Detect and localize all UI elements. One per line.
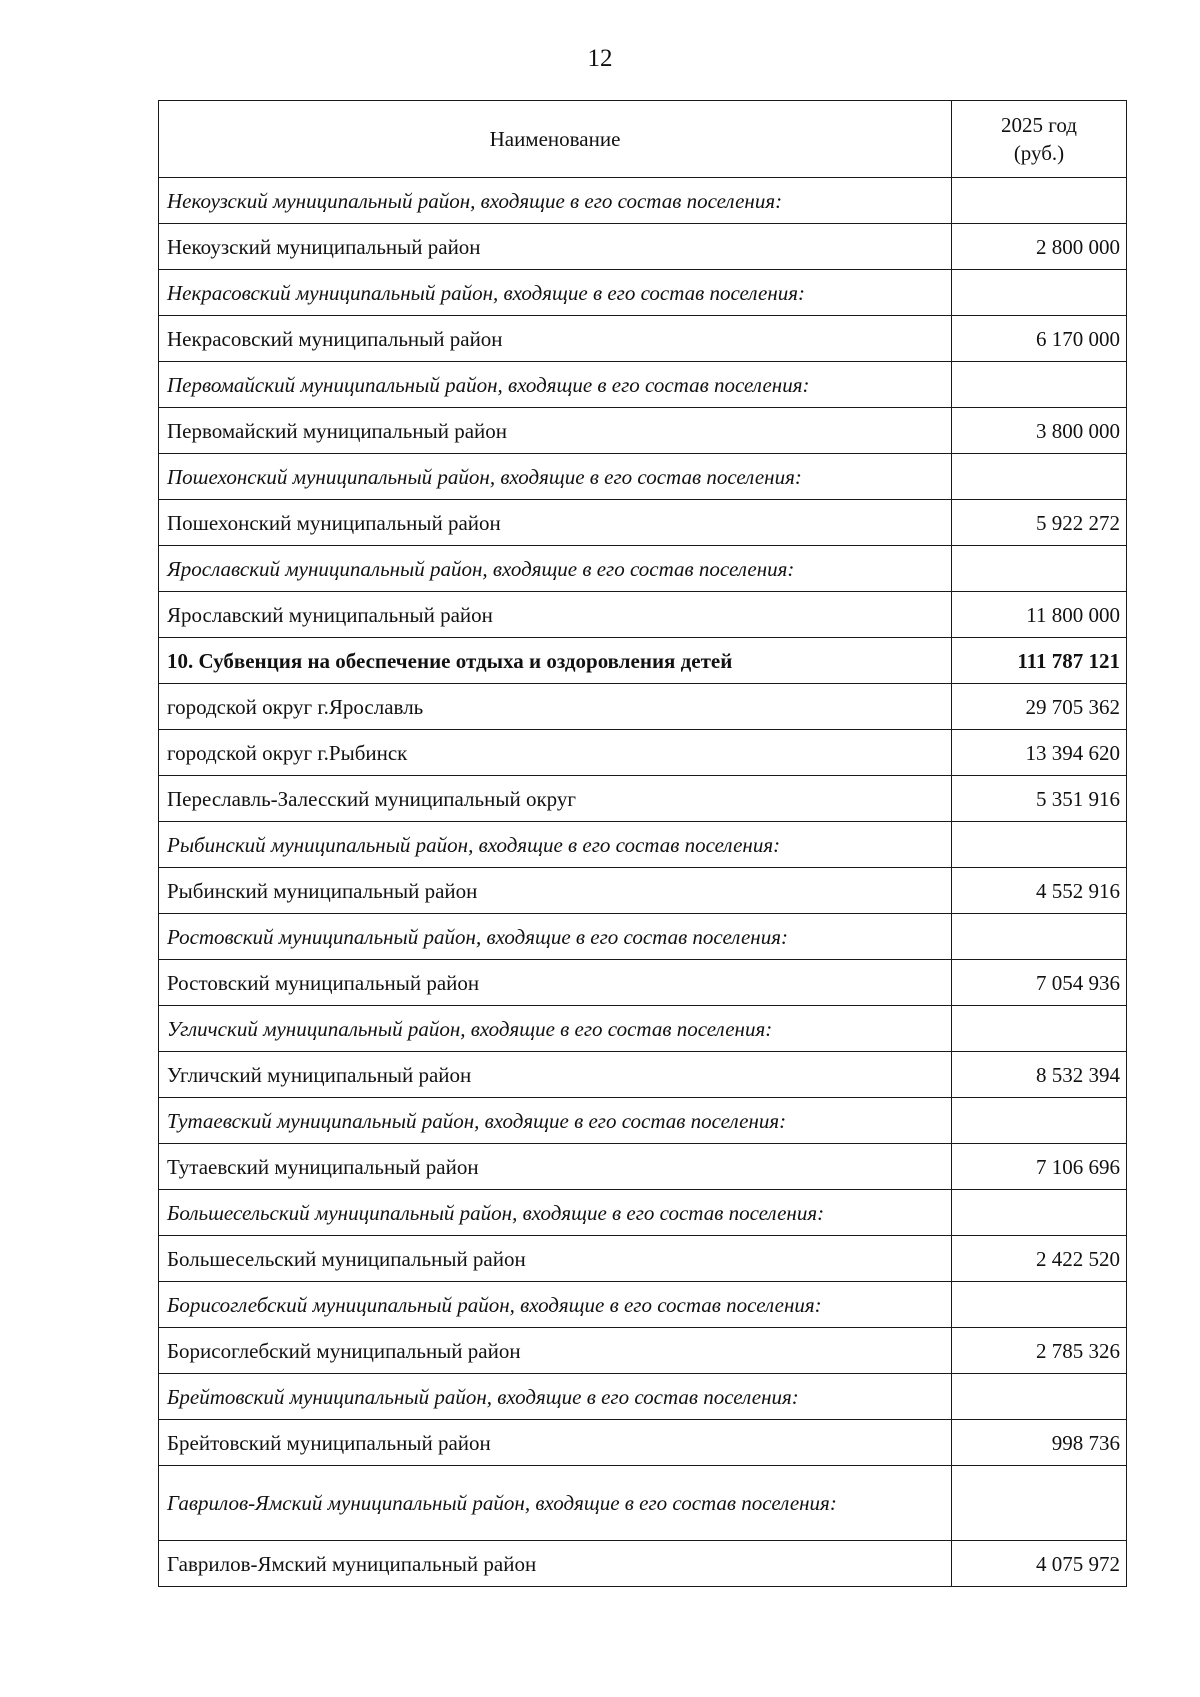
table-row (159, 500, 1127, 546)
group-heading-cell: Некоузский муниципальный район, входящие в его состав поселения: (159, 178, 952, 224)
row-amount-cell (952, 178, 1127, 224)
row-name-cell: Пошехонский муниципальный район (159, 500, 952, 546)
group-heading-row (159, 1006, 1127, 1052)
row-name-cell: Рыбинский муниципальный район (159, 868, 952, 914)
row-amount-cell: 2 800 000 (952, 224, 1127, 270)
table-row (159, 224, 1127, 270)
row-amount-cell (952, 362, 1127, 408)
table-body (159, 178, 1127, 1587)
row-amount-cell: 11 800 000 (952, 592, 1127, 638)
group-heading-cell: Большесельский муниципальный район, входящие в его состав поселения: (159, 1190, 952, 1236)
group-heading-row (159, 822, 1127, 868)
group-heading-row (159, 546, 1127, 592)
row-amount-cell (952, 270, 1127, 316)
group-heading-cell: Некрасовский муниципальный район, входящие в его состав поселения: (159, 270, 952, 316)
value-header-year: 2025 год (1001, 113, 1077, 137)
row-name-cell: городской округ г.Ярославль (159, 684, 952, 730)
row-amount-cell (952, 546, 1127, 592)
group-heading-cell: Ярославский муниципальный район, входящие в его состав поселения: (159, 546, 952, 592)
group-heading-row (159, 1466, 1127, 1541)
table-row (159, 684, 1127, 730)
row-amount-cell (952, 1098, 1127, 1144)
table-row (159, 730, 1127, 776)
group-heading-row (159, 1098, 1127, 1144)
row-name-cell: Брейтовский муниципальный район (159, 1420, 952, 1466)
row-name-cell: городской округ г.Рыбинск (159, 730, 952, 776)
table-row (159, 1328, 1127, 1374)
row-amount-cell: 3 800 000 (952, 408, 1127, 454)
row-amount-cell: 5 922 272 (952, 500, 1127, 546)
row-name-cell: Гаврилов-Ямский муниципальный район (159, 1541, 952, 1587)
value-column-header (952, 101, 1127, 178)
group-heading-cell: Гаврилов-Ямский муниципальный район, входящие в его состав поселения: (159, 1466, 952, 1541)
table-header-row (159, 101, 1127, 178)
row-name-cell: Ростовский муниципальный район (159, 960, 952, 1006)
row-amount-cell (952, 454, 1127, 500)
group-heading-cell: Угличский муниципальный район, входящие в его состав поселения: (159, 1006, 952, 1052)
group-heading-row (159, 362, 1127, 408)
table-row (159, 1420, 1127, 1466)
table-row (159, 776, 1127, 822)
row-amount-cell: 4 075 972 (952, 1541, 1127, 1587)
section-total-cell: 111 787 121 (952, 638, 1127, 684)
group-heading-row (159, 1374, 1127, 1420)
group-heading-cell: Ростовский муниципальный район, входящие в его состав поселения: (159, 914, 952, 960)
row-name-cell: Борисоглебский муниципальный район (159, 1328, 952, 1374)
row-amount-cell: 6 170 000 (952, 316, 1127, 362)
row-amount-cell: 2 422 520 (952, 1236, 1127, 1282)
row-amount-cell (952, 1190, 1127, 1236)
table-row (159, 408, 1127, 454)
row-amount-cell: 998 736 (952, 1420, 1127, 1466)
group-heading-row (159, 1190, 1127, 1236)
table-row (159, 592, 1127, 638)
section-title-cell: 10. Субвенция на обеспечение отдыха и оздоровления детей (159, 638, 952, 684)
group-heading-row (159, 270, 1127, 316)
group-heading-row (159, 914, 1127, 960)
table-row (159, 316, 1127, 362)
row-name-cell: Тутаевский муниципальный район (159, 1144, 952, 1190)
row-name-cell: Переславль-Залесский муниципальный округ (159, 776, 952, 822)
row-name-cell: Большесельский муниципальный район (159, 1236, 952, 1282)
row-amount-cell: 7 106 696 (952, 1144, 1127, 1190)
section-total-row (159, 638, 1127, 684)
row-amount-cell (952, 914, 1127, 960)
group-heading-row (159, 454, 1127, 500)
group-heading-cell: Брейтовский муниципальный район, входящие в его состав поселения: (159, 1374, 952, 1420)
row-amount-cell: 13 394 620 (952, 730, 1127, 776)
row-name-cell: Угличский муниципальный район (159, 1052, 952, 1098)
row-amount-cell (952, 1006, 1127, 1052)
row-amount-cell: 2 785 326 (952, 1328, 1127, 1374)
group-heading-cell: Первомайский муниципальный район, входящие в его состав поселения: (159, 362, 952, 408)
row-amount-cell: 4 552 916 (952, 868, 1127, 914)
table-row (159, 1144, 1127, 1190)
group-heading-row (159, 1282, 1127, 1328)
row-amount-cell: 7 054 936 (952, 960, 1127, 1006)
row-name-cell: Первомайский муниципальный район (159, 408, 952, 454)
group-heading-row (159, 178, 1127, 224)
row-amount-cell (952, 1282, 1127, 1328)
row-amount-cell (952, 822, 1127, 868)
name-column-header: Наименование (159, 101, 952, 178)
page-number: 12 (587, 45, 613, 72)
row-amount-cell (952, 1466, 1127, 1541)
group-heading-cell: Тутаевский муниципальный район, входящие в его состав поселения: (159, 1098, 952, 1144)
table-row (159, 1541, 1127, 1587)
budget-table (158, 100, 1127, 1587)
value-header-unit: (руб.) (1013, 141, 1065, 165)
row-amount-cell: 29 705 362 (952, 684, 1127, 730)
row-name-cell: Некрасовский муниципальный район (159, 316, 952, 362)
row-name-cell: Некоузский муниципальный район (159, 224, 952, 270)
row-name-cell: Ярославский муниципальный район (159, 592, 952, 638)
table-row (159, 1236, 1127, 1282)
table-row (159, 1052, 1127, 1098)
group-heading-cell: Рыбинский муниципальный район, входящие в его состав поселения: (159, 822, 952, 868)
table-row (159, 868, 1127, 914)
group-heading-cell: Борисоглебский муниципальный район, входящие в его состав поселения: (159, 1282, 952, 1328)
row-amount-cell (952, 1374, 1127, 1420)
group-heading-cell: Пошехонский муниципальный район, входящие в его состав поселения: (159, 454, 952, 500)
table-row (159, 960, 1127, 1006)
row-amount-cell: 8 532 394 (952, 1052, 1127, 1098)
row-amount-cell: 5 351 916 (952, 776, 1127, 822)
